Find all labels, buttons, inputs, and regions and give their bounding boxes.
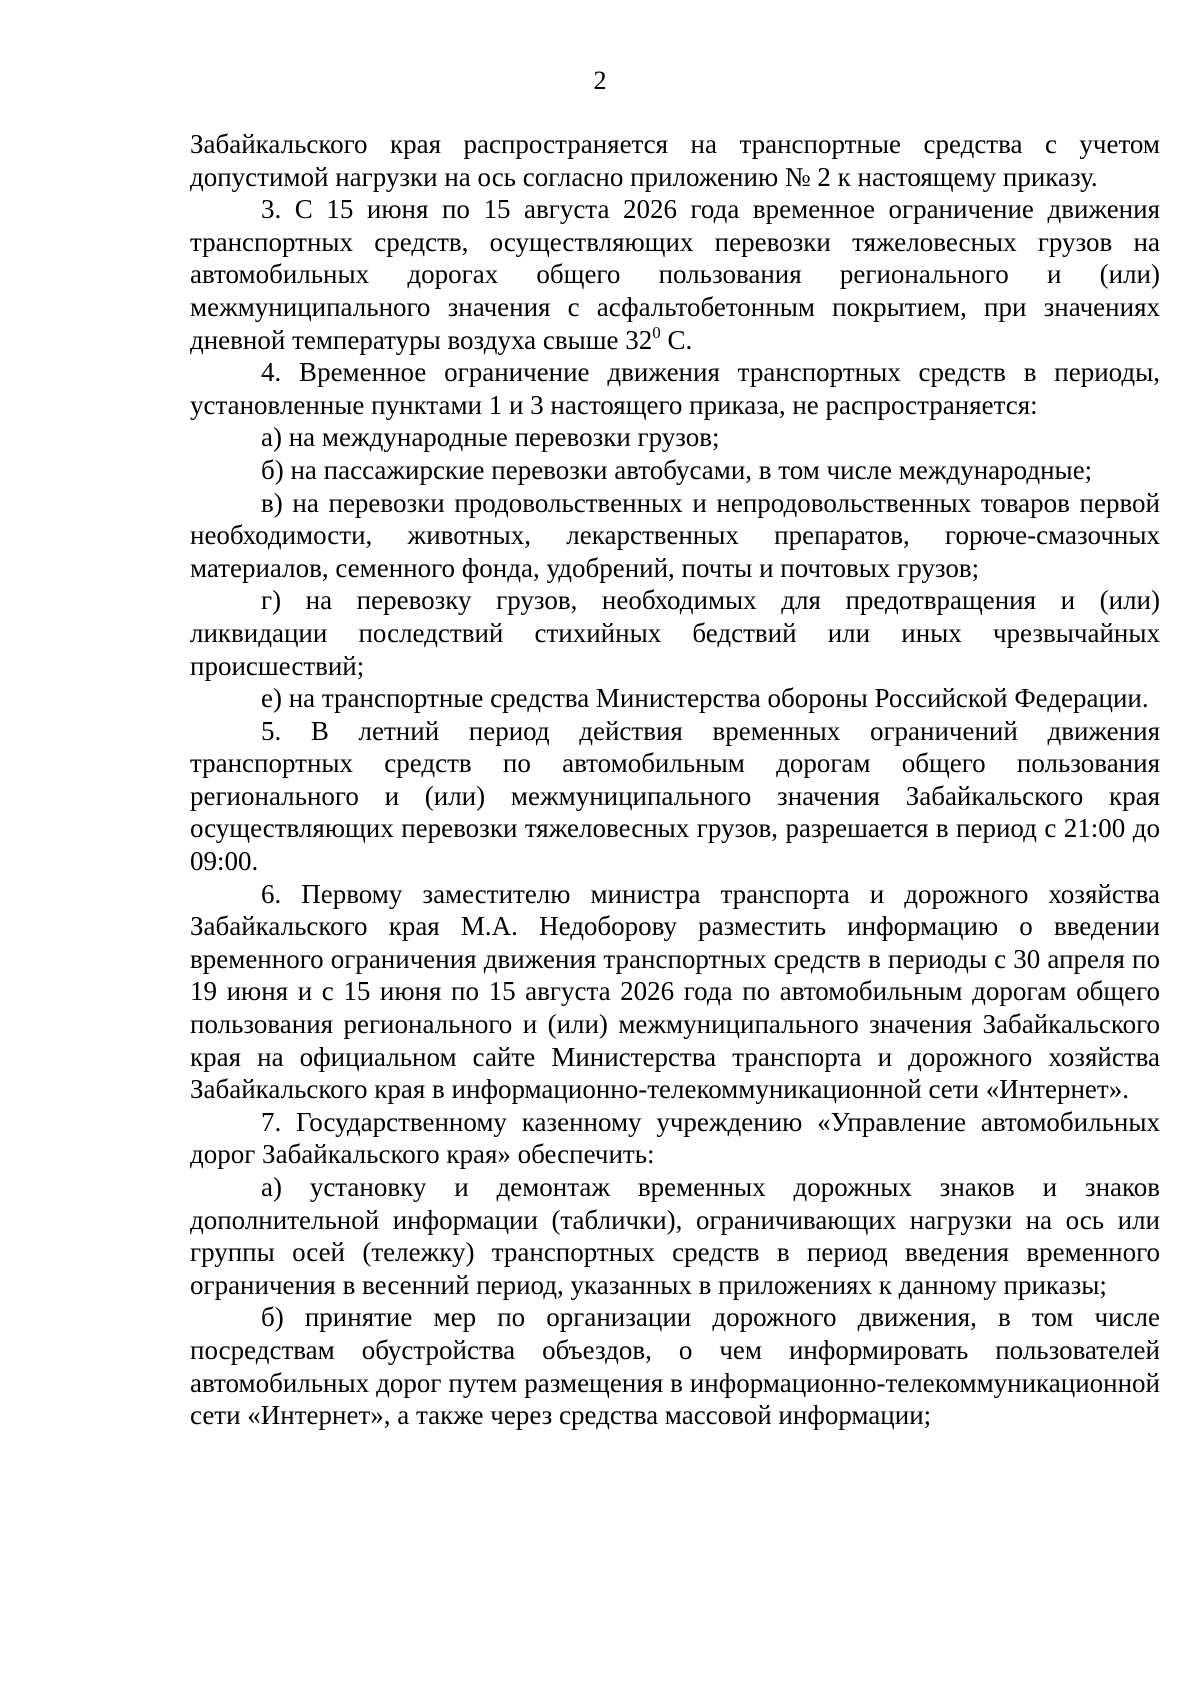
paragraph-item-4g: г) на перевозку грузов, необходимых для предотвращения и (или) ликвидации последствий стихийных бедствий или иных чрезвычайных происшествий; xyxy=(190,585,1160,681)
document-body xyxy=(190,128,1160,1432)
paragraph-item-5: 5. В летний период действия временных ограничений движения транспортных средств по автомобильным дорогам общего пользования регионального и (или) межмуниципального значения Забайкальского края осуществляющих перевозки тяжеловесных грузов, разрешается в период с 21:00 до 09:00. xyxy=(190,715,1160,877)
page-number: 2 xyxy=(593,66,607,95)
paragraph-continuation: Забайкальского края распространяется на транспортные средства с учетом допустимой нагрузки на ось согласно приложению № 2 к настоящему приказу. xyxy=(190,129,1160,192)
paragraph-item-6: 6. Первому заместителю министра транспорта и дорожного хозяйства Забайкальского края М.А. Недоборову разместить информацию о введении временного ограничения движения транспортных средств в периоды с 30 апреля по 19 июня и с 15 июня по 15 августа 2026 года по автомобильным дорогам общего пользования регионального и (или) межмуниципального значения Забайкальского края на официальном сайте Министерства транспорта и дорожного хозяйства Забайкальского края в информационно-телекоммуникационной сети «Интернет». xyxy=(190,878,1160,1105)
paragraph-item-4a: а) на международные перевозки грузов; xyxy=(261,422,720,453)
paragraph-item-4v: в) на перевозки продовольственных и непродовольственных товаров первой необходимости, животных, лекарственных препаратов, горюче-смазочных материалов, семенного фонда, удобрений, почты и почтовых грузов; xyxy=(190,487,1160,583)
degree-superscript: 0 xyxy=(652,322,661,342)
paragraph-item-3-unit: С. xyxy=(660,324,693,355)
paragraph-item-4b: б) на пассажирские перевозки автобусами, в том числе международные; xyxy=(261,454,1093,485)
paragraph-item-7: 7. Государственному казенному учреждению «Управление автомобильных дорог Забайкальского края» обеспечить: xyxy=(190,1106,1160,1170)
paragraph-item-3-text: 3. С 15 июня по 15 августа 2026 года временное ограничение движения транспортных средств, осуществляющих перевозки тяжеловесных грузов на автомобильных дорогах общего пользования регионального и (или) межмуниципального значения с асфальтобетонным покрытием, при значениях дневной температуры воздуха свыше 32 xyxy=(190,194,1160,355)
paragraph-item-3 xyxy=(190,193,1160,356)
paragraph-item-7b: б) принятие мер по организации дорожного движения, в том числе посредствам обустройства объездов, о чем информировать пользователей автомобильных дорог путем размещения в информационно-телекоммуникационной сети «Интернет», а также через средства массовой информации; xyxy=(190,1302,1160,1431)
paragraph-item-4e: е) на транспортные средства Министерства обороны Российской Федерации. xyxy=(261,683,1149,714)
paragraph-item-7a: а) установку и демонтаж временных дорожных знаков и знаков дополнительной информации (таблички), ограничивающих нагрузки на ось или группы осей (тележку) транспортных средств в период введения временного ограничения в весенний период, указанных в приложениях к данному приказы; xyxy=(190,1172,1160,1300)
paragraph-item-4: 4. Временное ограничение движения транспортных средств в периоды, установленные пунктами 1 и 3 настоящего приказа, не распространяется: xyxy=(190,357,1160,420)
